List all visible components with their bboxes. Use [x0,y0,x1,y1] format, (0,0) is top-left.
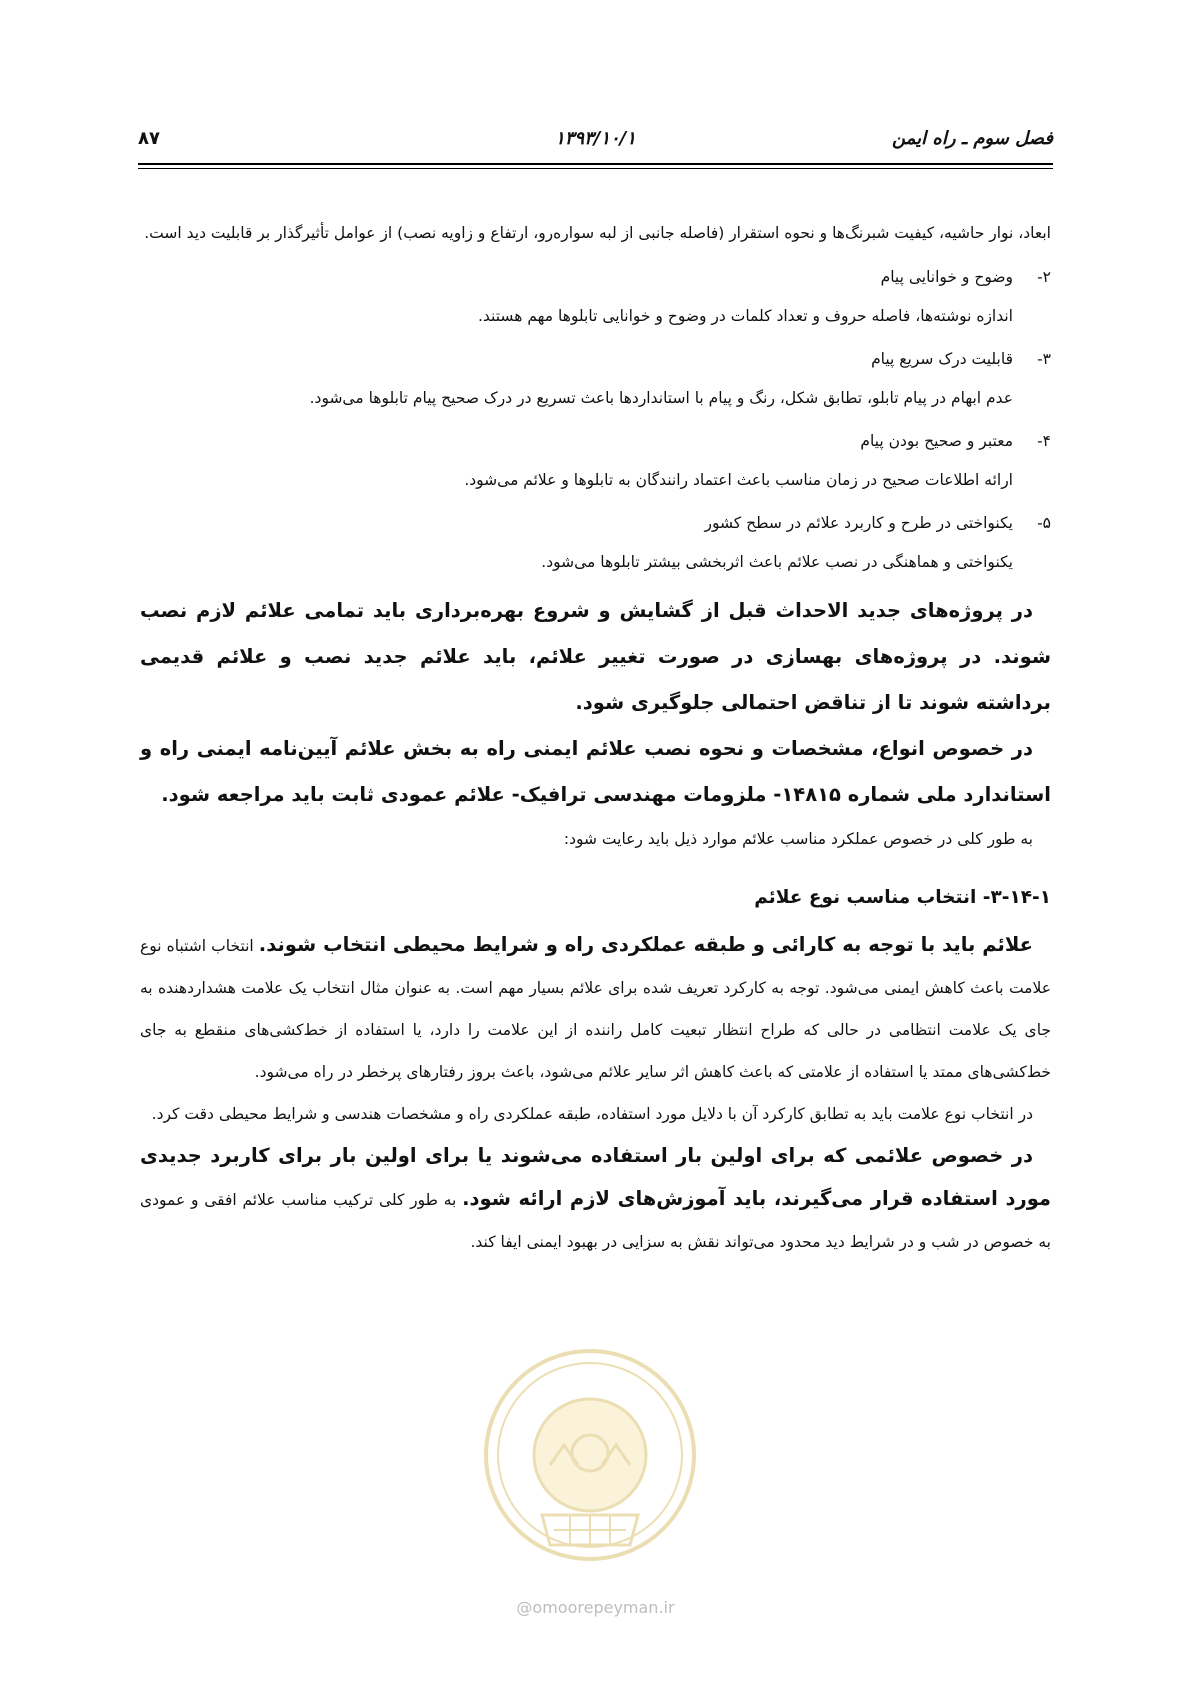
item-number: ۵- [1037,514,1051,532]
list-item [140,258,1051,336]
watermark-url: @omoorepeyman.ir [516,1598,675,1617]
intro-paragraph: ابعاد، نوار حاشیه، کیفیت شبرنگ‌ها و نحوه استقرار (فاصله جانبی از لبه سواره‌رو، ارتفاع و زاویه نصب) از عوامل تأثیرگذار بر قابلیت دید است. [144,224,1051,242]
chapter-title: فصل سوم ـ راه ایمن [892,128,1053,149]
header-rule-thin [138,168,1053,169]
general-note: به طور کلی در خصوص عملکرد مناسب علائم موارد ذیل باید رعایت شود: [563,830,1033,848]
list-item [140,504,1051,582]
section-bold-sentence: در خصوص علائمی که برای اولین بار استفاده می‌شوند یا برای اولین بار برای کاربرد جدیدی مورد استفاده قرار می‌گیرند، باید آموزش‌های لازم ارائه شود. [140,1144,1051,1210]
item-number: ۲- [1037,268,1051,286]
section-heading: ۳-۱۴-۱- انتخاب مناسب نوع علائم [754,887,1051,908]
item-number: ۳- [1037,350,1051,368]
bold-paragraph: در پروژه‌های جدید الاحداث قبل از گشایش و شروع بهره‌برداری باید تمامی علائم لازم نصب شوند. در پروژه‌های بهسازی در صورت تغییر علائم، باید علائم جدید نصب و علائم قدیمی برداشته شوند تا از تناقض احتمالی جلوگیری شود. [140,599,1051,714]
item-title: معتبر و صحیح بودن پیام [860,432,1013,450]
item-title: قابلیت درک سریع پیام [871,350,1013,368]
item-body: عدم ابهام در پیام تابلو، تطابق شکل، رنگ و پیام با استانداردها باعث تسریع در درک صحیح پیام تابلوها می‌شود. [309,389,1013,407]
item-number: ۴- [1037,432,1051,450]
header-rule-thick [138,163,1053,165]
page-body [140,212,1051,1263]
watermark-seal-icon [480,1335,700,1595]
section-paragraph [140,1135,1051,1263]
section-text: انتخاب اشتباه نوع علامت باعث کاهش ایمنی می‌شود. توجه به کارکرد تعریف شده برای علائم بسیار مهم است. به عنوان مثال انتخاب یک علامت هشداردهنده به جای یک علامت انتظامی در حالی که طراح انتظار تبعیت کامل راننده از این علامت را دارد، یا استفاده از خط‌کشی‌های منقطع به جای خط‌کشی‌های ممتد یا استفاده از علامتی که باعث کاهش اثر سایر علائم می‌شود، باعث بروز رفتارهای پرخطر در راه می‌شود. [140,937,1051,1081]
list-item [140,422,1051,500]
section-text: به طور کلی ترکیب مناسب علائم افقی و عمودی به خصوص در شب و در شرایط دید محدود می‌تواند نقش به سزایی در بهبود ایمنی ایفا کند. [140,1191,1051,1251]
section-bold-sentence: علائم باید با توجه به کارائی و طبقه عملکردی راه و شرایط محیطی انتخاب شوند. [258,933,1033,956]
item-title: یکنواختی در طرح و کاربرد علائم در سطح کشور [704,514,1013,532]
section-paragraph: در انتخاب نوع علامت باید به تطابق کارکرد آن با دلایل مورد استفاده، طبقه عملکردی راه و مشخصات هندسی و شرایط محیطی دقت کرد. [151,1105,1033,1123]
section-paragraph [140,924,1051,1093]
page-header [138,128,1053,160]
item-title: وضوح و خوانایی پیام [880,268,1013,286]
item-body: ارائه اطلاعات صحیح در زمان مناسب باعث اعتماد رانندگان به تابلوها و علائم می‌شود. [464,471,1013,489]
item-body: یکنواختی و هماهنگی در نصب علائم باعث اثربخشی بیشتر تابلوها می‌شود. [541,553,1013,571]
bold-paragraph: در خصوص انواع، مشخصات و نحوه نصب علائم ایمنی راه به بخش علائم آیین‌نامه ایمنی راه و استاندارد ملی شماره ۱۴۸۱۵- ملزومات مهندسی ترافیک- علائم عمودی ثابت باید مراجعه شود. [140,737,1051,806]
page-number: ۸۷ [138,128,160,149]
item-body: اندازه نوشته‌ها، فاصله حروف و تعداد کلمات در وضوح و خوانایی تابلوها مهم هستند. [477,307,1013,325]
list-item [140,340,1051,418]
header-date: ۱۳۹۳/۱۰/۱ [555,128,636,149]
